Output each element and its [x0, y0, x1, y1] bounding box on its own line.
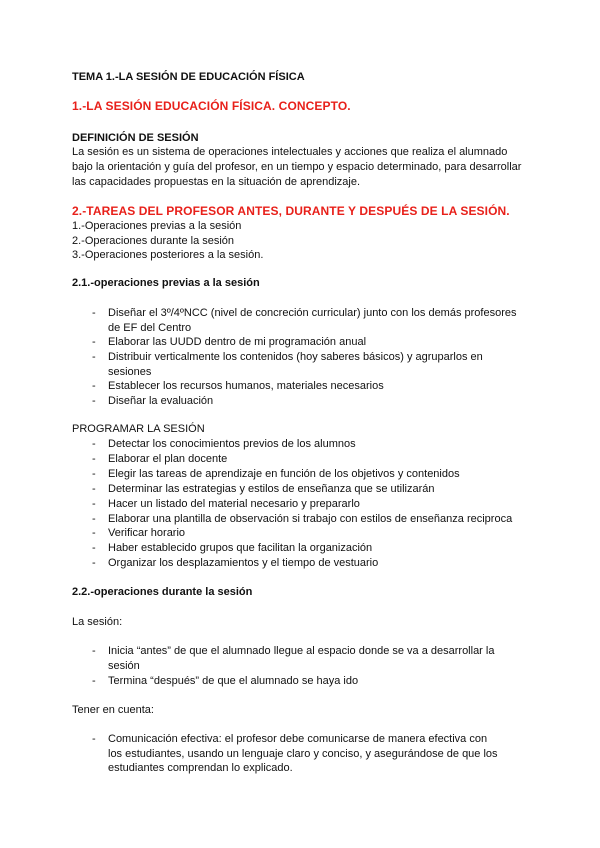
sub21-heading: 2.1.-operaciones previas a la sesión	[72, 277, 260, 289]
bullet-dash: -	[92, 336, 96, 348]
bullet-dash: -	[92, 483, 96, 495]
bullet-dash: -	[92, 513, 96, 525]
programar-label: PROGRAMAR LA SESIÓN	[72, 423, 205, 435]
definition-line-2: bajo la orientación y guía del profesor, en un tiempo y espacio determinado, para desarrollar	[72, 161, 522, 173]
bullet-dash: -	[92, 557, 96, 569]
bullet-dash: -	[92, 733, 96, 745]
document-title: TEMA 1.-LA SESIÓN DE EDUCACIÓN FÍSICA	[72, 71, 305, 83]
sub22-intro: La sesión:	[72, 616, 123, 628]
bullet-dash: -	[92, 645, 96, 657]
document-page: TEMA 1.-LA SESIÓN DE EDUCACIÓN FÍSICA 1.-LA SESIÓN EDUCACIÓN FÍSICA. CONCEPTO. DEFINICIÓN DE SESIÓN La sesión es un sistema de operaciones intelectuales y acciones que realiza el alumnado bajo la orientación y guía del profesor, en un tiempo y espacio determinado, para desarrollar las capacidades propuestas en la situación de aprendizaje. 2.-TAREAS DEL PROFESOR ANTES, DURANTE Y DESPUÉS DE LA SESIÓN. 1.-Operaciones previas a la sesión 2.-Operaciones durante la sesión 3.-Operaciones posteriores a la sesión. 2.1.-operaciones previas a la sesión - Diseñar el 3º/4ºNCC (nivel de concreción curricular) junto con los demás profesores de EF del Centro - Elaborar las UUDD dentro de mi programación anual - Distribuir verticalmente los contenidos (hoy saberes básicos) y agruparlos en sesiones - Establecer los recursos humanos, materiales necesarios - Diseñar la evaluación PROGRAMAR LA SESIÓN - Detectar los conocimientos previos de los alumnos - Elaborar el plan docente - Elegir las tareas de aprendizaje en función de los objetivos y contenidos - Determinar las estrategias y estilos de enseñanza que se utilizarán - Hacer un listado del material necesario y prepararlo - Elaborar una plantilla de observación si trabajo con estilos de enseñanza reciproca - Verificar horario - Haber establecido grupos que facilitan la organización - Organizar los desplazamientos y el tiempo de vestuario 2.2.-operaciones durante la sesión La sesión: - Inicia “antes” de que el alumnado llegue al espacio donde se va a desarrollar la sesión - Termina “después” de que el alumnado se haya ido Tener en cuenta: - Comunicación efectiva: el profesor debe comunicarse de manera efectiva con los estudiantes, usando un lenguaje claro y conciso, y asegurándose de que los estudiantes comprendan lo explicado.	[72, 71, 522, 775]
bullet-dash: -	[92, 395, 96, 407]
bullet-dash: -	[92, 307, 96, 319]
sub22-intro2: Tener en cuenta:	[72, 704, 154, 716]
bullet-dash: -	[92, 675, 96, 687]
bullet-dash: -	[92, 498, 96, 510]
bullet-dash: -	[92, 438, 96, 450]
definition-line-1: La sesión es un sistema de operaciones intelectuales y acciones que realiza el alumnado	[72, 146, 508, 158]
section2-item-2: 2.-Operaciones durante la sesión	[72, 235, 235, 247]
section2-item-1: 1.-Operaciones previas a la sesión	[72, 220, 242, 232]
section2-item-3: 3.-Operaciones posteriores a la sesión.	[72, 249, 264, 261]
bullet-dash: -	[92, 380, 96, 392]
bullet-dash: -	[92, 468, 96, 480]
section1-heading: 1.-LA SESIÓN EDUCACIÓN FÍSICA. CONCEPTO.	[72, 99, 351, 113]
sub22-heading: 2.2.-operaciones durante la sesión	[72, 586, 253, 598]
bullet-dash: -	[92, 351, 96, 363]
section2-heading: 2.-TAREAS DEL PROFESOR ANTES, DURANTE Y DESPUÉS DE LA SESIÓN.	[72, 204, 510, 218]
bullet-dash: -	[92, 542, 96, 554]
bullet-dash: -	[92, 527, 96, 539]
definition-subheading: DEFINICIÓN DE SESIÓN	[72, 132, 199, 144]
definition-line-3: las capacidades propuestas en la situación de aprendizaje.	[72, 176, 361, 188]
bullet-dash: -	[92, 453, 96, 465]
